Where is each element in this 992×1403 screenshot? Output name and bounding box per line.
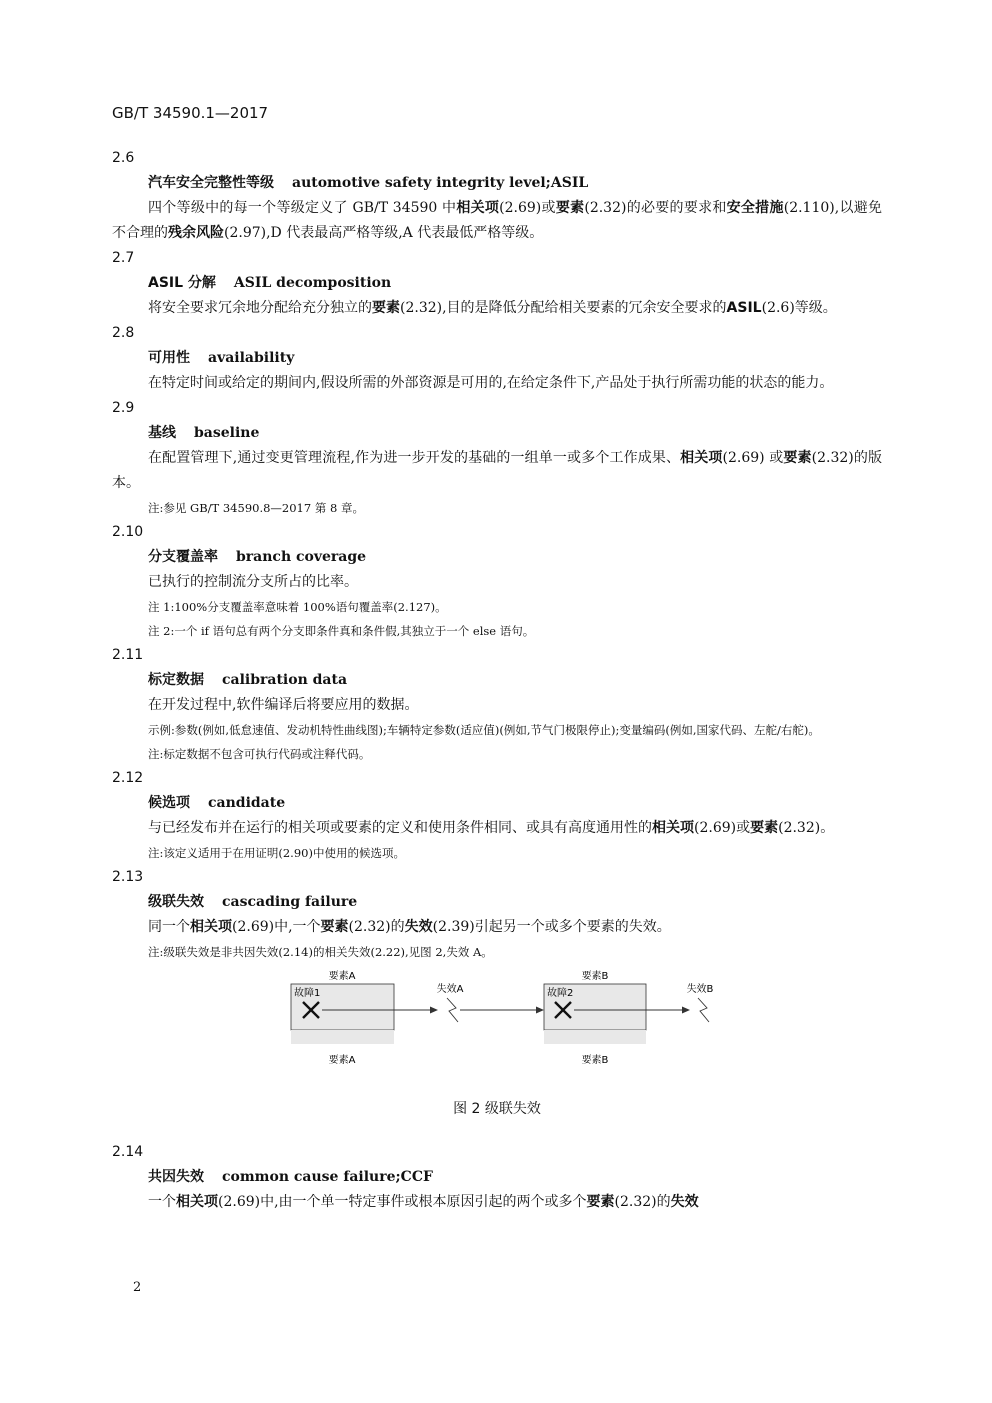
term-en: common cause failure;CCF: [222, 1169, 433, 1185]
defined-term-ref: 相关项: [652, 820, 694, 836]
term-heading: [112, 1165, 882, 1190]
failure-b-label: 失效B: [686, 984, 714, 995]
definition-text: (2.32)的版本。: [112, 450, 883, 491]
element-b-bottom-label: 要素B: [581, 1055, 609, 1066]
term-zh: 候选项: [148, 795, 190, 811]
definition-text: (2.110),以避免不合理的: [112, 200, 883, 241]
term-number: 2.9: [112, 400, 135, 416]
defined-term-ref: 相关项: [680, 450, 723, 466]
defined-term-ref: 失效: [404, 919, 433, 935]
defined-term-ref: ASIL: [726, 300, 762, 316]
definition-text: (2.97),D 代表最高严格等级,A 代表最低严格等级。: [224, 225, 544, 241]
defined-term-ref: 要素: [320, 919, 349, 935]
term-en: availability: [208, 350, 295, 366]
term-note: 注:该定义适用于在用证明(2.90)中使用的候选项。: [148, 846, 405, 860]
figure-2: [112, 968, 882, 1093]
definition-text: (2.32)。: [778, 820, 835, 836]
fault-2-label: 故障2: [547, 988, 574, 999]
defined-term-ref: 相关项: [190, 919, 232, 935]
definition-text: (2.39)引起另一个或多个要素的失效。: [432, 919, 671, 935]
definition-text: (2.69)或: [694, 820, 751, 836]
definition-text: (2.32)的必要的要求和: [584, 200, 727, 216]
term-heading: [112, 271, 882, 296]
cascading-failure-diagram: [112, 968, 882, 1093]
term-definition: [112, 296, 882, 321]
term-zh: 标定数据: [148, 672, 204, 688]
term-zh: 汽车安全完整性等级: [148, 175, 274, 191]
defined-term-ref: 残余风险: [168, 225, 224, 241]
definition-text: (2.32),目的是降低分配给相关要素的冗余安全要求的: [400, 300, 727, 316]
term-definition: [112, 1190, 882, 1215]
failure-a-label: 失效A: [436, 984, 464, 995]
term-heading: [112, 421, 882, 446]
term-definition: [112, 446, 882, 496]
defined-term-ref: 要素: [586, 1194, 615, 1210]
term-definition: [112, 570, 882, 595]
definition-text: 与已经发布并在运行的相关项或要素的定义和使用条件相同、或具有高度通用性的: [148, 820, 652, 836]
term-en: automotive safety integrity level;ASIL: [292, 175, 589, 191]
defined-term-ref: 要素: [783, 450, 812, 466]
defined-term-ref: 相关项: [176, 1194, 218, 1210]
term-entry: [112, 321, 882, 396]
term-entry: [112, 643, 882, 766]
definition-text: 已执行的控制流分支所占的比率。: [148, 574, 358, 590]
defined-term-ref: 要素: [750, 820, 779, 836]
definition-text: 在开发过程中,软件编译后将要应用的数据。: [148, 697, 419, 713]
term-note: 注:标定数据不包含可执行代码或注释代码。: [148, 747, 371, 761]
figure-caption: 图 2 级联失效: [453, 1101, 541, 1117]
fault-1-label: 故障1: [294, 988, 321, 999]
element-a-top-label: 要素A: [328, 971, 356, 982]
term-zh: 可用性: [148, 350, 190, 366]
term-note: 注:级联失效是非共因失效(2.14)的相关失效(2.22),见图 2,失效 A。: [148, 945, 493, 959]
page-number: 2: [133, 1280, 142, 1295]
term-number: 2.14: [112, 1144, 144, 1160]
term-example: 示例:参数(例如,低怠速值、发动机特性曲线图);车辆特定参数(适应值)(例如,节气门极限停止);变量编码(例如,国家代码、左舵/右舵)。: [148, 723, 820, 737]
term-number: 2.7: [112, 250, 135, 266]
term-en: ASIL decomposition: [233, 275, 392, 291]
term-zh: 共因失效: [148, 1169, 204, 1185]
term-zh: 级联失效: [148, 894, 204, 910]
definition-text: (2.69)中,一个: [232, 919, 321, 935]
term-zh: 分支覆盖率: [148, 549, 218, 565]
content: [112, 146, 882, 1215]
term-heading: [112, 346, 882, 371]
term-heading: [112, 545, 882, 570]
term-zh: 基线: [148, 425, 176, 441]
definition-text: 将安全要求冗余地分配给充分独立的: [148, 300, 372, 316]
term-en: cascading failure: [222, 894, 358, 910]
defined-term-ref: 失效: [670, 1194, 699, 1210]
element-b-top-label: 要素B: [581, 971, 609, 982]
term-definition: [112, 693, 882, 718]
term-entry: [112, 396, 882, 520]
term-heading: [112, 171, 882, 196]
definition-text: (2.32)的: [614, 1194, 671, 1210]
term-definition: [112, 371, 882, 396]
defined-term-ref: 要素: [372, 300, 400, 316]
term-number: 2.11: [112, 647, 144, 663]
failure-a-lightning-icon: [447, 998, 458, 1022]
standard-number: GB/T 34590.1—2017: [112, 104, 269, 122]
term-number: 2.8: [112, 325, 135, 341]
term-number: 2.12: [112, 770, 144, 786]
term-note: 注 2:一个 if 语句总有两个分支即条件真和条件假,其独立于一个 else 语句。: [148, 624, 535, 638]
defined-term-ref: 要素: [555, 200, 585, 216]
term-entry: [112, 766, 882, 865]
term-definition: [112, 915, 882, 940]
definition-text: 同一个: [148, 919, 190, 935]
defined-term-ref: 相关项: [456, 200, 500, 216]
term-entry: [112, 146, 882, 246]
term-en: baseline: [194, 425, 260, 441]
term-en: candidate: [208, 795, 286, 811]
term-en: branch coverage: [236, 549, 367, 565]
failure-b-lightning-icon: [698, 998, 709, 1022]
definition-text: (2.32)的: [348, 919, 405, 935]
term-entry: [112, 246, 882, 321]
term-note: 注:参见 GB/T 34590.8—2017 第 8 章。: [148, 501, 364, 515]
definition-text: 一个: [148, 1194, 176, 1210]
term-heading: [112, 791, 882, 816]
term-entry: [112, 520, 882, 643]
term-zh: ASIL 分解: [148, 275, 216, 291]
definition-text: (2.69)或: [499, 200, 556, 216]
term-heading: [112, 668, 882, 693]
term-entries: [112, 146, 882, 964]
term-number: 2.6: [112, 150, 135, 166]
term-entry: [112, 865, 882, 964]
term-entry-2-14: [112, 1140, 882, 1215]
term-definition: [112, 816, 882, 841]
defined-term-ref: 安全措施: [726, 200, 784, 216]
definition-text: (2.69)中,由一个单一特定事件或根本原因引起的两个或多个: [218, 1194, 587, 1210]
term-note: 注 1:100%分支覆盖率意味着 100%语句覆盖率(2.127)。: [148, 600, 447, 614]
element-a-bottom-label: 要素A: [328, 1055, 356, 1066]
term-number: 2.10: [112, 524, 144, 540]
definition-text: 在特定时间或给定的期间内,假设所需的外部资源是可用的,在给定条件下,产品处于执行所需功能的状态的能力。: [148, 375, 834, 391]
term-definition: [112, 196, 882, 246]
definition-text: (2.69) 或: [722, 450, 784, 466]
term-number: 2.13: [112, 869, 144, 885]
definition-text: 四个等级中的每一个等级定义了 GB/T 34590 中: [148, 200, 457, 216]
term-heading: [112, 890, 882, 915]
definition-text: (2.6)等级。: [761, 300, 837, 316]
definition-text: 在配置管理下,通过变更管理流程,作为进一步开发的基础的一组单一或多个工作成果、: [148, 450, 681, 466]
term-en: calibration data: [222, 672, 348, 688]
